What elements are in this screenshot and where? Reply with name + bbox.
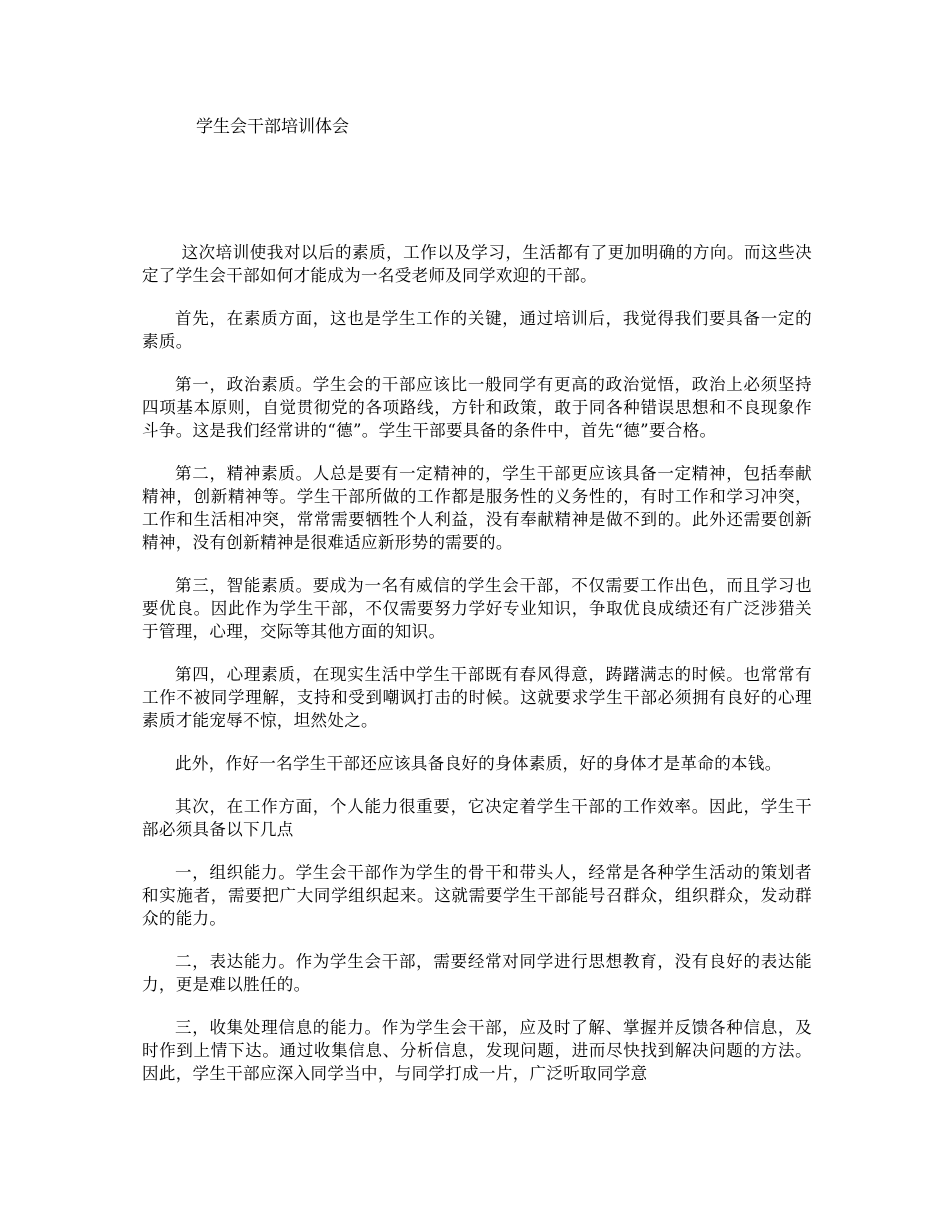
- paragraph-physical-quality: 此外，作好一名学生干部还应该具备良好的身体素质，好的身体才是革命的本钱。: [175, 754, 782, 773]
- paragraph-quality-overview: 首先，在素质方面，这也是学生工作的关键，通过培训后，我觉得我们要具备一定的素质。: [142, 309, 812, 351]
- document-title: 学生会干部培训体会: [196, 117, 349, 137]
- paragraph-psychological-quality: 第四，心理素质，在现实生活中学生干部既有春风得意，踌躇满志的时候。也常常有工作不被同学理解，支持和受到嘲讽打击的时候。这就要求学生干部必须拥有良好的心理素质才能宠辱不惊，坦然处之。: [142, 665, 812, 730]
- paragraph-information-ability: 三，收集处理信息的能力。作为学生会干部，应及时了解、掌握并反馈各种信息，及时作到上情下达。通过收集信息、分析信息，发现问题，进而尽快找到解决问题的方法。因此，学生干部应深入同学当中，与同学打成一片，广泛听取同学意: [142, 1018, 812, 1083]
- paragraph-expression-ability: 二，表达能力。作为学生会干部，需要经常对同学进行思想教育，没有良好的表达能力，更是难以胜任的。: [142, 952, 812, 994]
- paragraph-intellectual-quality: 第三，智能素质。要成为一名有威信的学生会干部，不仅需要工作出色，而且学习也要优良。因此作为学生干部，不仅需要努力学好专业知识，争取优良成绩还有广泛涉猎关于管理，心理，交际等其他方面的知识。: [142, 576, 812, 641]
- paragraph-spiritual-quality: 第二，精神素质。人总是要有一定精神的，学生干部更应该具备一定精神，包括奉献精神，创新精神等。学生干部所做的工作都是服务性的义务性的，有时工作和学习冲突，工作和生活相冲突，常常需要牺牲个人利益，没有奉献精神是做不到的。此外还需要创新精神，没有创新精神是很难适应新形势的需要的。: [142, 464, 812, 552]
- paragraph-intro: 这次培训使我对以后的素质，工作以及学习，生活都有了更加明确的方向。而这些决定了学生会干部如何才能成为一名受老师及同学欢迎的干部。: [142, 243, 812, 285]
- paragraph-work-overview: 其次，在工作方面，个人能力很重要，它决定着学生干部的工作效率。因此，学生干部必须具备以下几点: [142, 797, 812, 839]
- document-body: [142, 241, 812, 1105]
- paragraph-political-quality: 第一，政治素质。学生会的干部应该比一般同学有更高的政治觉悟，政治上必须坚持四项基本原则，自觉贯彻党的各项路线，方针和政策，敢于同各种错误思想和不良现象作斗争。这是我们经常讲的“德”。学生干部要具备的条件中，首先“德”要合格。: [142, 375, 812, 440]
- paragraph-organizing-ability: 一，组织能力。学生会干部作为学生的骨干和带头人，经常是各种学生活动的策划者和实施者，需要把广大同学组织起来。这就需要学生干部能号召群众，组织群众，发动群众的能力。: [142, 863, 812, 928]
